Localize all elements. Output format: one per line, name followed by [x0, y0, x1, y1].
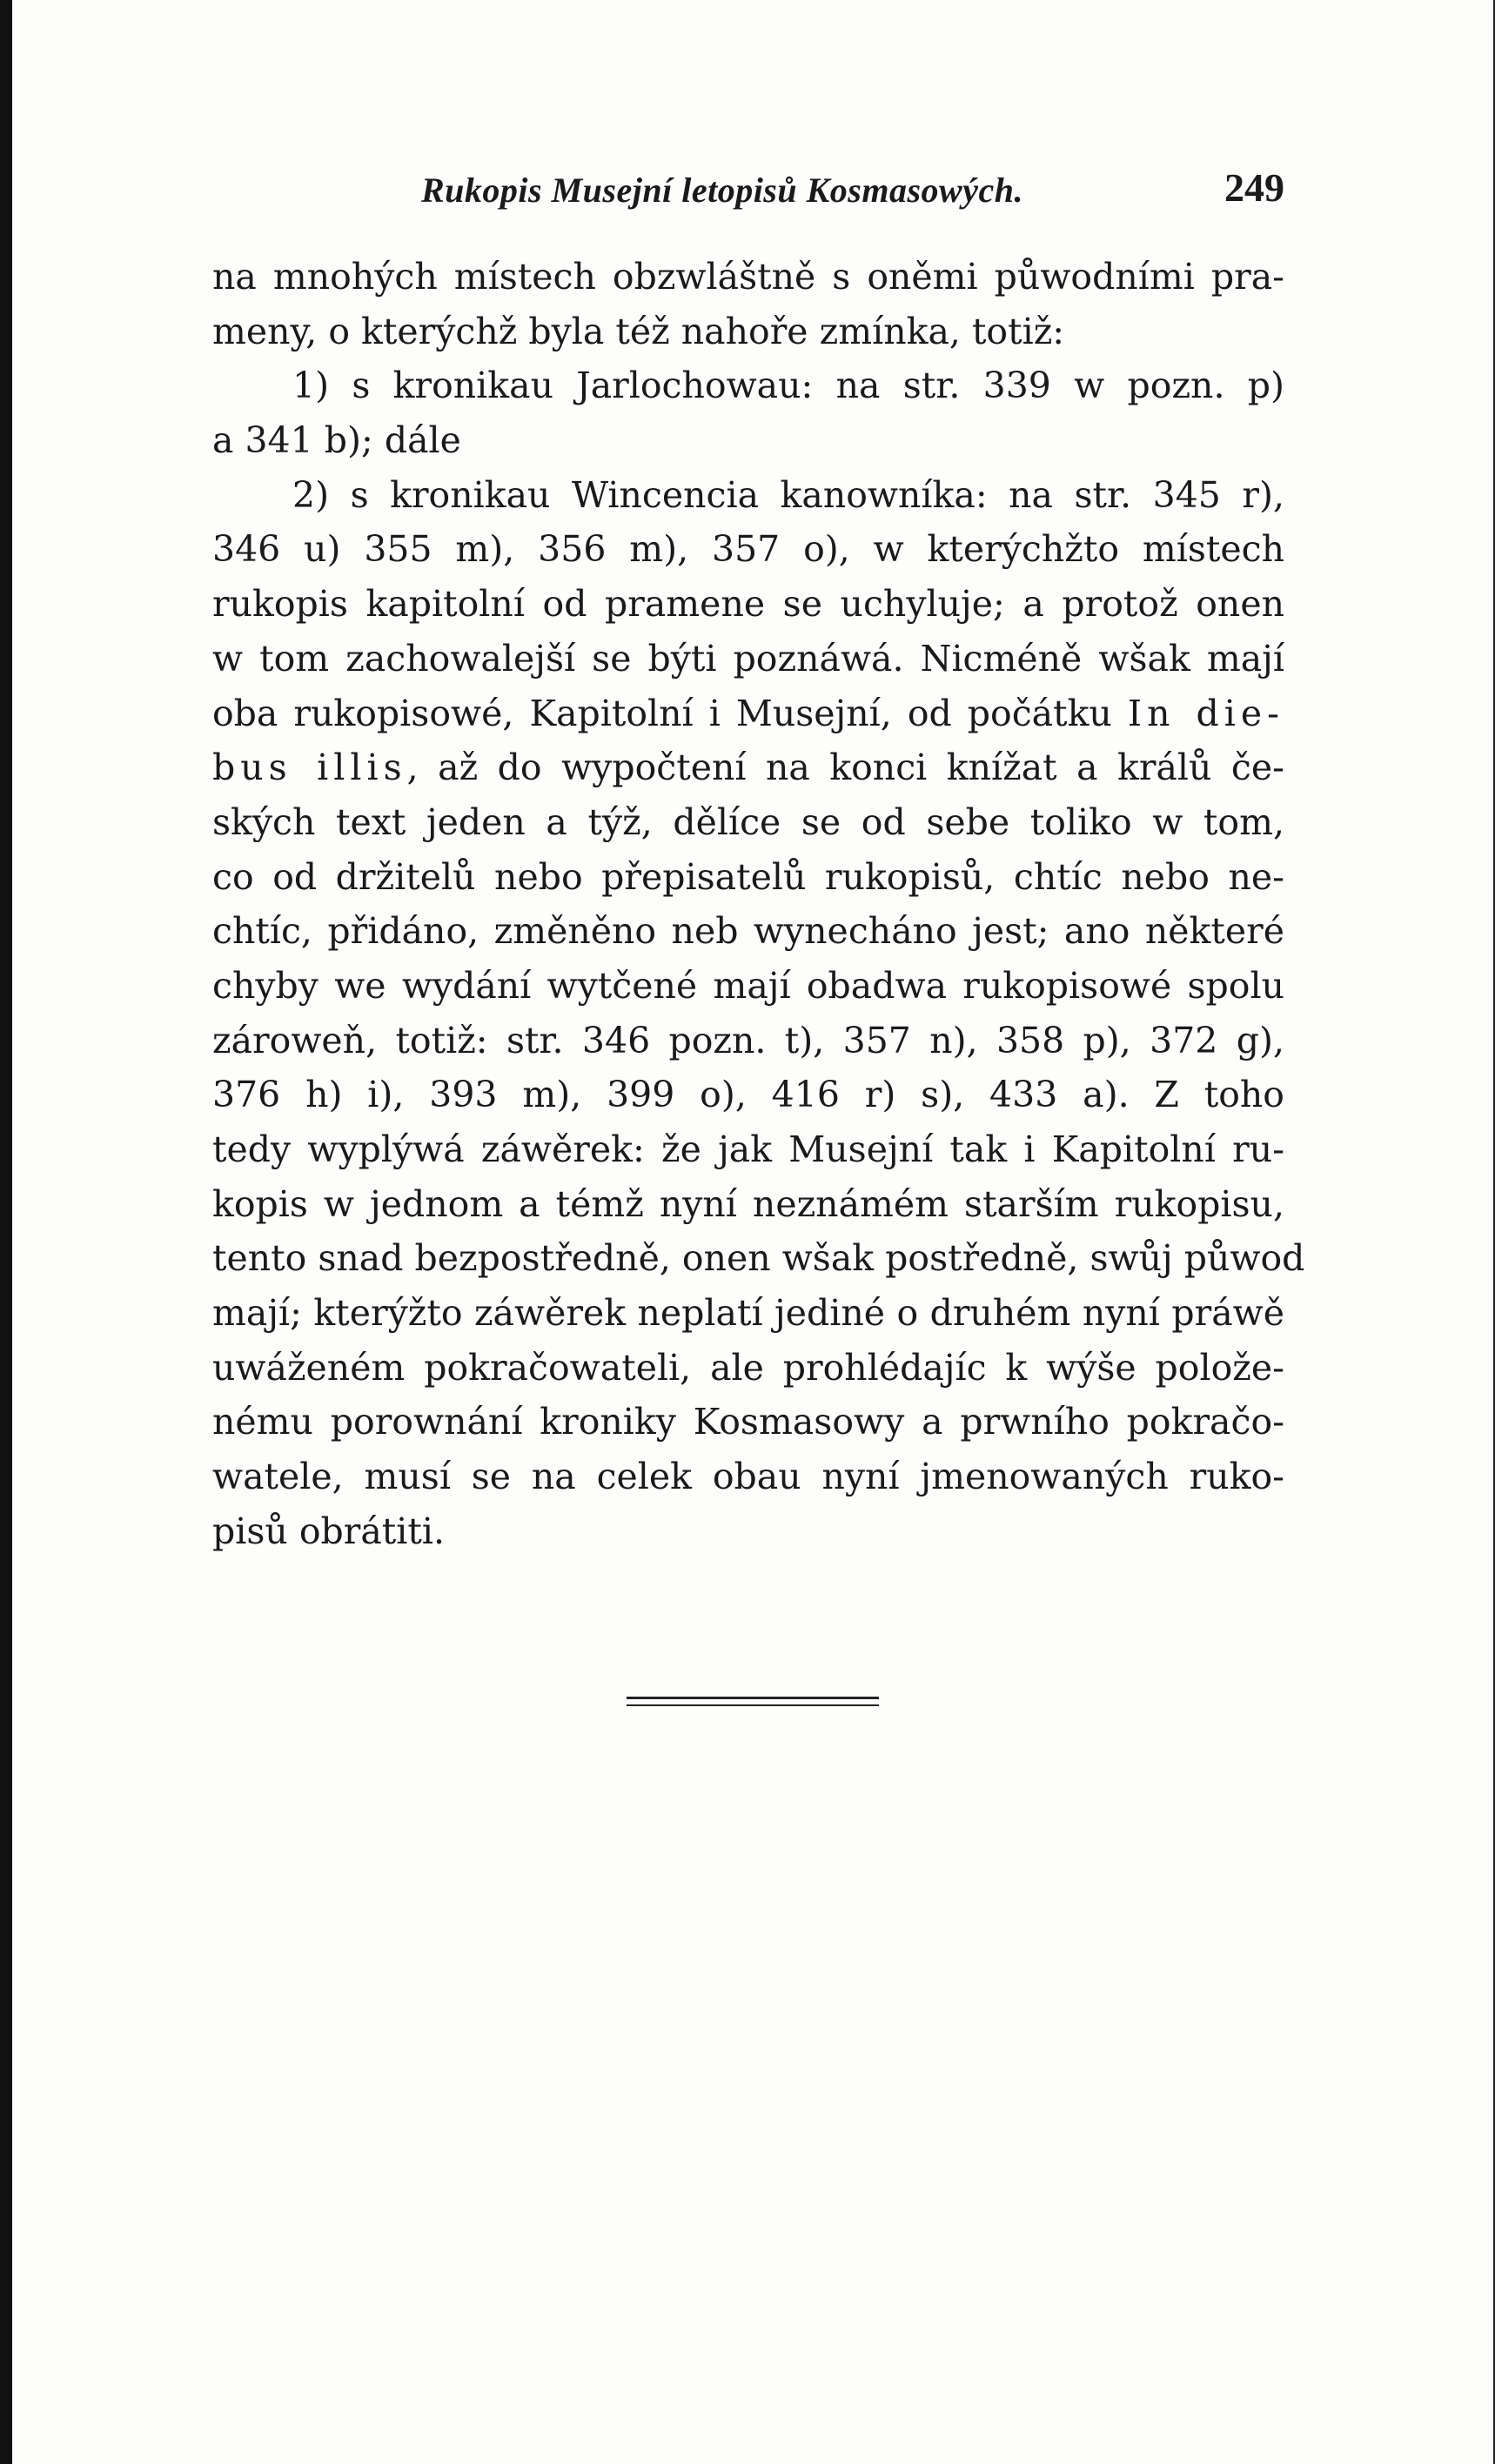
text-fragment: , až do wypočtení na konci knížat a králů če-	[406, 747, 1284, 789]
text-line: 346 u) 355 m), 356 m), 357 o), w kterýchžto místech	[212, 528, 1284, 571]
text-line: kopis w jednom a témž nyní neznámém starším rukopisu,	[212, 1182, 1284, 1225]
text-line: ských text jeden a týž, dělíce se od sebe toliko w tom,	[212, 800, 1284, 843]
page-number: 249	[1224, 165, 1284, 210]
scan-left-edge	[0, 0, 12, 2464]
text-line: tento snad bezpostředně, onen wšak postředně, swůj půwod	[212, 1237, 1305, 1280]
text-line	[212, 740, 1284, 795]
text-line: chtíc, přidáno, změněno neb wynecháno jest; ano některé	[212, 910, 1284, 953]
text-line: 376 h) i), 393 m), 399 o), 416 r) s), 433 a). Z toho	[212, 1074, 1284, 1116]
text-line: 1) s kronikau Jarlochowau: na str. 339 w pozn. p)	[292, 365, 1284, 407]
spaced-phrase: In die-	[1127, 692, 1284, 734]
text-line: rukopis kapitolní od pramene se uchyluje; a protož onen	[212, 583, 1284, 626]
chapter-end-rule	[627, 1697, 879, 1706]
text-line: na mnohých místech obzwláštně s oněmi půwodními pra-	[212, 256, 1284, 298]
text-line: 2) s kronikau Wincencia kanowníka: na str. 345 r),	[292, 473, 1284, 516]
text-line: zároweň, totiž: str. 346 pozn. t), 357 n), 358 p), 372 g),	[212, 1019, 1284, 1061]
text-fragment: oba rukopisowé, Kapitolní i Musejní, od počátku	[212, 692, 1128, 734]
text-line: meny, o kterýchž byla též nahoře zmínka, totiž:	[212, 310, 1065, 352]
text-line: watele, musí se na celek obau nyní jmenowaných ruko-	[212, 1456, 1284, 1498]
text-line: pisů obrátiti.	[212, 1510, 446, 1552]
body-text	[212, 250, 1305, 1559]
text-line: chyby we wydání wytčené mají obadwa rukopisowé spolu	[212, 964, 1284, 1007]
running-title: Rukopis Musejní letopisů Kosmasowých.	[421, 171, 1023, 210]
text-line: w tom zachowalejší se býti poznáwá. Nicméně wšak mají	[212, 637, 1284, 680]
text-line: uwáženém pokračowateli, ale prohlédajíc k wýše polože-	[212, 1346, 1284, 1389]
text-line: mají; kterýžto záwěrek neplatí jediné o druhém nyní práwě	[212, 1292, 1284, 1335]
text-line: a 341 b); dále	[212, 419, 461, 462]
running-head	[212, 161, 1284, 222]
spaced-phrase: bus illis	[212, 747, 407, 789]
text-line: tedy wyplýwá záwěrek: že jak Musejní tak i Kapitolní ru-	[212, 1128, 1284, 1170]
text-line: nému porownání kroniky Kosmasowy a prwního pokračo-	[212, 1401, 1284, 1443]
text-line	[212, 686, 1284, 741]
text-line: co od držitelů nebo přepisatelů rukopisů, chtíc nebo ne-	[212, 855, 1284, 898]
